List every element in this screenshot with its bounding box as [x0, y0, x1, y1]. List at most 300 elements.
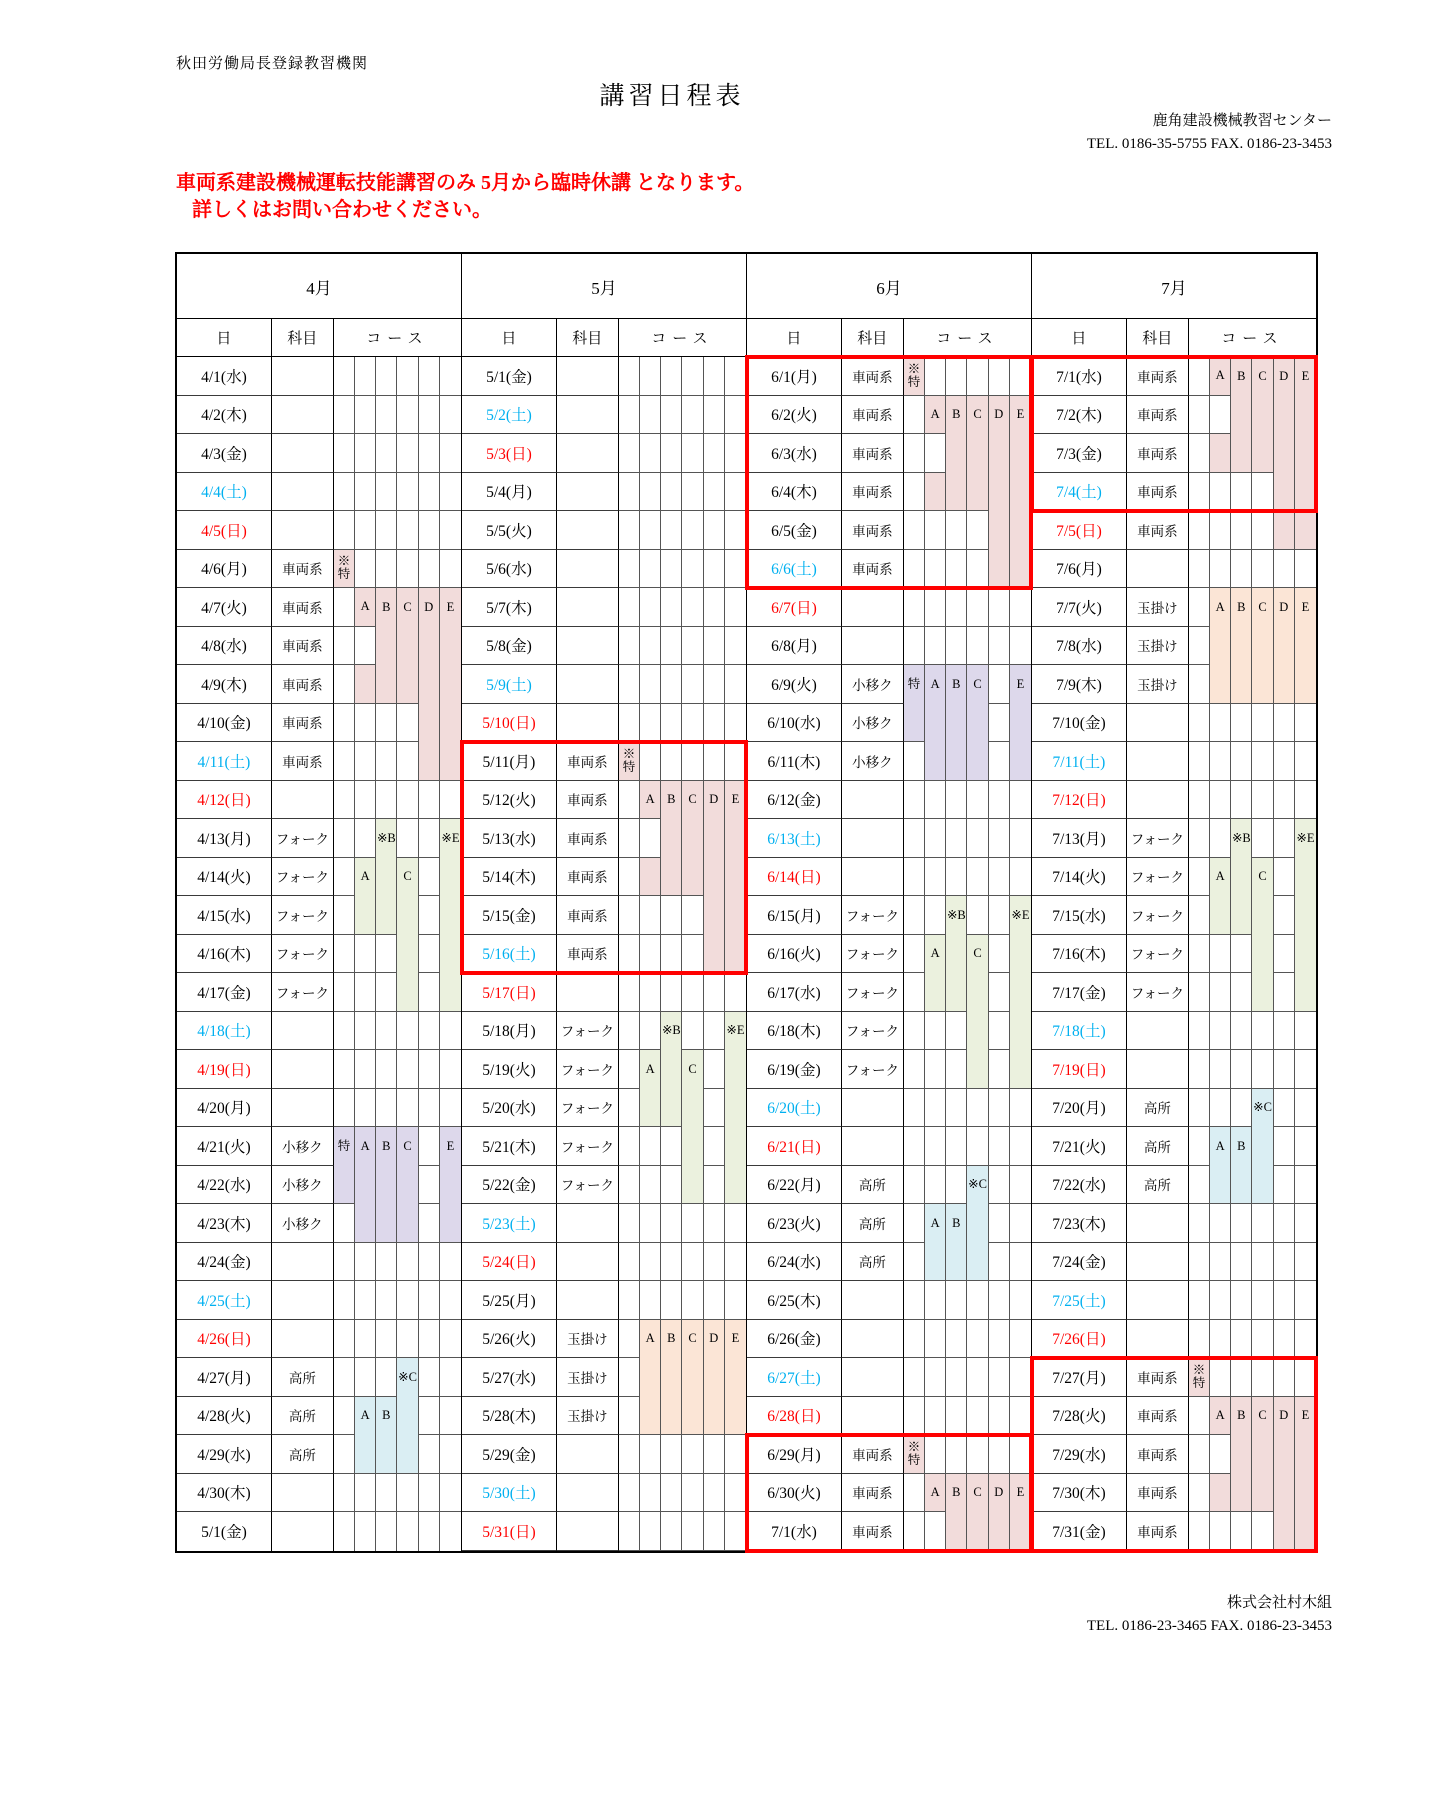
course-cell: [376, 973, 397, 1012]
course-cell: [440, 1166, 461, 1205]
course-cell: [376, 627, 397, 666]
subject-cell: [272, 1474, 334, 1513]
course-cell: D: [1274, 357, 1295, 396]
course-cell: [946, 1127, 967, 1166]
course-cell: [376, 1050, 397, 1089]
course-cell: D: [704, 781, 725, 820]
course-cell: [682, 819, 703, 858]
date-cell: 5/6(水): [462, 550, 557, 589]
schedule-row: [747, 396, 1031, 435]
course-cell: [1189, 1012, 1210, 1051]
course-cell: [1189, 1435, 1210, 1474]
date-cell: 5/28(木): [462, 1397, 557, 1436]
subject-cell: フォーク: [1127, 935, 1189, 974]
course-cell: [440, 704, 461, 743]
course-cell: [1010, 1204, 1031, 1243]
course-cell: [1231, 396, 1252, 435]
course-cell: [376, 1012, 397, 1051]
date-cell: 7/18(土): [1032, 1012, 1127, 1051]
schedule-row: [462, 1474, 746, 1513]
course-cell: [397, 1243, 418, 1282]
course-cell: [725, 1204, 746, 1243]
course-cell: [640, 1435, 661, 1474]
course-cell: [989, 627, 1010, 666]
course-cell: [904, 973, 925, 1012]
course-cell: B: [946, 1474, 967, 1513]
date-cell: 7/22(水): [1032, 1166, 1127, 1205]
schedule-row: [462, 665, 746, 704]
course-cell: [1252, 511, 1273, 550]
date-cell: 5/27(水): [462, 1358, 557, 1397]
course-cell: [946, 511, 967, 550]
course-cell: [1252, 819, 1273, 858]
subject-cell: [557, 588, 619, 627]
course-cell: [334, 1012, 355, 1051]
subject-cell: 玉掛け: [557, 1358, 619, 1397]
course-cell: [725, 1089, 746, 1128]
course-cell: [989, 588, 1010, 627]
course-cell: [1210, 1435, 1231, 1474]
subject-cell: 車両系: [1127, 1474, 1189, 1513]
course-cell: [904, 1243, 925, 1282]
course-cell: [1252, 1012, 1273, 1051]
course-cell: [1010, 1397, 1031, 1436]
subject-cell: [557, 1435, 619, 1474]
course-cell: [1010, 357, 1031, 396]
subject-cell: [842, 781, 904, 820]
course-cell: [989, 819, 1010, 858]
course-cell: [334, 973, 355, 1012]
course-cell: [725, 665, 746, 704]
schedule-row: [462, 434, 746, 473]
course-cell: [440, 781, 461, 820]
course-cell: [704, 665, 725, 704]
schedule-row: [747, 1397, 1031, 1436]
course-cell: [725, 473, 746, 512]
course-cell: [355, 896, 376, 935]
course-cell: [1010, 858, 1031, 897]
course-cell: [397, 742, 418, 781]
schedule-row: [177, 665, 461, 704]
month-column-4月: [177, 254, 462, 1551]
course-cell: C: [397, 1127, 418, 1166]
course-cell: [1274, 1089, 1295, 1128]
course-cell: [1231, 1281, 1252, 1320]
course-cell: [619, 434, 640, 473]
subject-cell: フォーク: [272, 935, 334, 974]
subject-cell: 車両系: [1127, 434, 1189, 473]
course-cell: [989, 704, 1010, 743]
course-cell: [661, 627, 682, 666]
date-cell: 5/1(金): [462, 357, 557, 396]
course-cell: [334, 1281, 355, 1320]
schedule-row: [462, 588, 746, 627]
schedule-row: [1032, 935, 1316, 974]
course-cell: B: [1231, 1127, 1252, 1166]
course-cell: [989, 1397, 1010, 1436]
footer-company: 株式会社村木組: [1226, 1595, 1332, 1611]
course-cell: [1274, 1204, 1295, 1243]
course-cell: [1210, 935, 1231, 974]
course-cell: [397, 1512, 418, 1551]
course-cell: [440, 1320, 461, 1359]
course-cell: [682, 858, 703, 897]
course-cell: B: [1231, 357, 1252, 396]
schedule-row: [462, 1089, 746, 1128]
course-cell: [440, 434, 461, 473]
course-cell: [397, 627, 418, 666]
course-cell: [989, 1012, 1010, 1051]
subject-cell: フォーク: [1127, 896, 1189, 935]
course-cell: A: [355, 588, 376, 627]
schedule-row: [747, 550, 1031, 589]
course-cell: [397, 511, 418, 550]
center-name: 鹿角建設機械教習センター: [1152, 113, 1332, 129]
course-cell: [334, 935, 355, 974]
course-cell: [925, 1397, 946, 1436]
course-cell: [1295, 1512, 1316, 1551]
course-cell: [1274, 473, 1295, 512]
course-cell: [725, 511, 746, 550]
course-cell: [1252, 1512, 1273, 1551]
course-cell: [1252, 1050, 1273, 1089]
course-cell: [419, 704, 440, 743]
course-cell: [440, 665, 461, 704]
course-cell: [1295, 1089, 1316, 1128]
schedule-row: [747, 781, 1031, 820]
course-cell: [1295, 1204, 1316, 1243]
date-cell: 5/25(月): [462, 1281, 557, 1320]
course-cell: 特: [334, 1127, 355, 1166]
course-cell: [661, 819, 682, 858]
course-cell: [989, 1243, 1010, 1282]
subject-cell: 車両系: [272, 588, 334, 627]
date-cell: 7/4(土): [1032, 473, 1127, 512]
course-cell: [355, 973, 376, 1012]
course-cell: [1231, 1474, 1252, 1513]
course-cell: [925, 473, 946, 512]
schedule-row: [1032, 1127, 1316, 1166]
course-cell: [967, 1397, 988, 1436]
course-cell: [419, 473, 440, 512]
date-cell: 7/27(月): [1032, 1358, 1127, 1397]
course-cell: [904, 1089, 925, 1128]
date-cell: 6/18(木): [747, 1012, 842, 1051]
course-cell: [682, 1435, 703, 1474]
schedule-row: [177, 1358, 461, 1397]
course-cell: [661, 858, 682, 897]
course-cell: [1010, 781, 1031, 820]
schedule-row: [177, 396, 461, 435]
course-cell: [946, 1512, 967, 1551]
course-cell: [725, 819, 746, 858]
course-cell: [967, 896, 988, 935]
course-cell: [334, 781, 355, 820]
course-cell: [1210, 973, 1231, 1012]
course-cell: [661, 1166, 682, 1205]
course-cell: [904, 742, 925, 781]
schedule-row: [1032, 742, 1316, 781]
course-cell: [397, 1281, 418, 1320]
course-cell: [1274, 627, 1295, 666]
course-cell: [1010, 473, 1031, 512]
subject-cell: 車両系: [1127, 1397, 1189, 1436]
course-cell: [1274, 1435, 1295, 1474]
schedule-row: [177, 1512, 461, 1551]
subject-cell: [557, 1243, 619, 1282]
schedule-row: [747, 1435, 1031, 1474]
course-cell: [640, 588, 661, 627]
course-cell: [1274, 434, 1295, 473]
date-cell: 6/20(土): [747, 1089, 842, 1128]
subject-cell: 車両系: [557, 781, 619, 820]
course-cell: [397, 896, 418, 935]
course-cell: [1189, 1204, 1210, 1243]
course-cell: [904, 434, 925, 473]
subject-cell: 車両系: [842, 1474, 904, 1513]
course-cell: A: [1210, 357, 1231, 396]
date-cell: 6/5(金): [747, 511, 842, 550]
center-contact: TEL. 0186-35-5755 FAX. 0186-23-3453: [1086, 135, 1332, 152]
schedule-row: [1032, 1474, 1316, 1513]
course-cell: [946, 357, 967, 396]
date-cell: 4/28(火): [177, 1397, 272, 1436]
course-cell: [904, 1050, 925, 1089]
date-cell: 5/8(金): [462, 627, 557, 666]
course-cell: [725, 357, 746, 396]
course-cell: [946, 1358, 967, 1397]
schedule-row: [462, 357, 746, 396]
subject-cell: [557, 1204, 619, 1243]
schedule-row: [747, 1512, 1031, 1551]
subject-cell: 高所: [842, 1243, 904, 1282]
course-cell: [1189, 781, 1210, 820]
course-cell: C: [397, 858, 418, 897]
schedule-row: [462, 1166, 746, 1205]
course-cell: [397, 1435, 418, 1474]
course-cell: [725, 1358, 746, 1397]
schedule-row: [177, 1089, 461, 1128]
course-cell: [334, 1320, 355, 1359]
course-cell: [334, 1050, 355, 1089]
course-cell: [619, 1089, 640, 1128]
course-cell: [334, 434, 355, 473]
course-cell: [440, 1435, 461, 1474]
course-cell: [440, 1050, 461, 1089]
course-cell: [925, 1320, 946, 1359]
subject-cell: [272, 511, 334, 550]
course-cell: [376, 1204, 397, 1243]
course-cell: [440, 550, 461, 589]
course-cell: [946, 434, 967, 473]
course-cell: [946, 858, 967, 897]
course-cell: [334, 665, 355, 704]
course-cell: [661, 1474, 682, 1513]
course-cell: D: [989, 1474, 1010, 1513]
course-cell: [640, 1474, 661, 1513]
subject-cell: 車両系: [557, 819, 619, 858]
date-cell: 7/9(木): [1032, 665, 1127, 704]
course-cell: B: [946, 396, 967, 435]
subject-cell: [272, 781, 334, 820]
course-cell: [725, 1243, 746, 1282]
course-cell: [619, 1243, 640, 1282]
course-cell: [946, 819, 967, 858]
course-cell: [619, 1127, 640, 1166]
course-cell: [355, 742, 376, 781]
course-cell: [440, 473, 461, 512]
schedule-row: [747, 858, 1031, 897]
course-cell: [419, 896, 440, 935]
course-cell: [619, 1474, 640, 1513]
course-cell: [1274, 896, 1295, 935]
course-cell: [376, 511, 397, 550]
course-cell: [1231, 896, 1252, 935]
schedule-row: [747, 473, 1031, 512]
course-cell: [704, 704, 725, 743]
course-cell: ※B: [661, 1012, 682, 1051]
course-cell: [355, 1320, 376, 1359]
course-cell: E: [1010, 396, 1031, 435]
course-cell: [1010, 935, 1031, 974]
course-cell: A: [925, 665, 946, 704]
course-cell: [355, 1012, 376, 1051]
subject-cell: 車両系: [272, 704, 334, 743]
course-cell: [925, 973, 946, 1012]
date-cell: 5/22(金): [462, 1166, 557, 1205]
course-cell: [419, 819, 440, 858]
course-cell: [1231, 1320, 1252, 1359]
course-cell: [419, 1012, 440, 1051]
date-cell: 4/13(月): [177, 819, 272, 858]
schedule-row: [747, 1012, 1031, 1051]
course-cell: [967, 1320, 988, 1359]
course-cell: [682, 665, 703, 704]
course-cell: [989, 1204, 1010, 1243]
course-cell: [1252, 1204, 1273, 1243]
course-cell: E: [1010, 1474, 1031, 1513]
subject-cell: [557, 1474, 619, 1513]
course-cell: [1231, 1358, 1252, 1397]
course-cell: [640, 1166, 661, 1205]
course-header: コース: [366, 331, 429, 347]
course-cell: [619, 396, 640, 435]
schedule-row: [747, 434, 1031, 473]
date-cell: 6/4(木): [747, 473, 842, 512]
course-cell: [946, 781, 967, 820]
course-cell: [1189, 1397, 1210, 1436]
course-cell: [1295, 434, 1316, 473]
subject-cell: フォーク: [272, 819, 334, 858]
course-cell: [1231, 1089, 1252, 1128]
schedule-row: [747, 1243, 1031, 1282]
course-cell: [355, 627, 376, 666]
course-cell: [640, 665, 661, 704]
course-cell: [419, 1166, 440, 1205]
course-cell: [1274, 1050, 1295, 1089]
course-cell: [1295, 1435, 1316, 1474]
schedule-row: [1032, 1435, 1316, 1474]
course-cell: [619, 973, 640, 1012]
schedule-row: [1032, 896, 1316, 935]
course-cell: [967, 627, 988, 666]
course-cell: [334, 473, 355, 512]
course-cell: ※E: [1295, 819, 1316, 858]
course-cell: [1010, 1166, 1031, 1205]
course-cell: [334, 511, 355, 550]
date-cell: 4/5(日): [177, 511, 272, 550]
course-cell: [946, 1281, 967, 1320]
course-cell: [904, 1204, 925, 1243]
subject-cell: [272, 1243, 334, 1282]
subject-cell: [1127, 550, 1189, 589]
course-cell: [725, 935, 746, 974]
footer-contact: TEL. 0186-23-3465 FAX. 0186-23-3453: [1086, 1618, 1332, 1635]
date-cell: 5/3(日): [462, 434, 557, 473]
course-cell: [355, 550, 376, 589]
course-cell: [619, 819, 640, 858]
course-cell: [989, 781, 1010, 820]
course-cell: [1010, 1358, 1031, 1397]
course-cell: [619, 1012, 640, 1051]
date-cell: 7/11(土): [1032, 742, 1127, 781]
course-cell: [1295, 858, 1316, 897]
subject-cell: [842, 819, 904, 858]
course-cell: [619, 1050, 640, 1089]
course-cell: [376, 1281, 397, 1320]
course-cell: [440, 396, 461, 435]
date-cell: 7/3(金): [1032, 434, 1127, 473]
course-cell: [640, 550, 661, 589]
course-cell: [925, 858, 946, 897]
course-cell: [682, 473, 703, 512]
course-cell: [440, 896, 461, 935]
course-cell: [619, 550, 640, 589]
course-cell: [1189, 588, 1210, 627]
course-cell: [334, 357, 355, 396]
subject-cell: 車両系: [272, 665, 334, 704]
subject-cell: フォーク: [842, 896, 904, 935]
course-cell: [1274, 935, 1295, 974]
course-cell: [1274, 858, 1295, 897]
course-cell: [925, 434, 946, 473]
course-cell: B: [376, 1397, 397, 1436]
course-cell: [1274, 665, 1295, 704]
subject-cell: 車両系: [1127, 473, 1189, 512]
course-cell: [1189, 357, 1210, 396]
course-cell: [355, 1204, 376, 1243]
course-cell: ※特: [904, 357, 925, 396]
course-cell: [1189, 935, 1210, 974]
schedule-row: [462, 550, 746, 589]
course-cell: [1189, 858, 1210, 897]
subject-cell: 高所: [1127, 1127, 1189, 1166]
course-cell: [704, 511, 725, 550]
course-cell: [904, 704, 925, 743]
course-cell: [1189, 896, 1210, 935]
schedule-row: [462, 1012, 746, 1051]
subject-cell: 小移ク: [272, 1166, 334, 1205]
date-cell: 7/25(土): [1032, 1281, 1127, 1320]
course-cell: [619, 935, 640, 974]
subject-cell: [842, 627, 904, 666]
course-cell: [355, 1358, 376, 1397]
course-cell: [925, 1243, 946, 1282]
date-cell: 5/23(土): [462, 1204, 557, 1243]
course-cell: [1010, 588, 1031, 627]
subject-cell: [272, 1512, 334, 1551]
course-cell: C: [967, 665, 988, 704]
